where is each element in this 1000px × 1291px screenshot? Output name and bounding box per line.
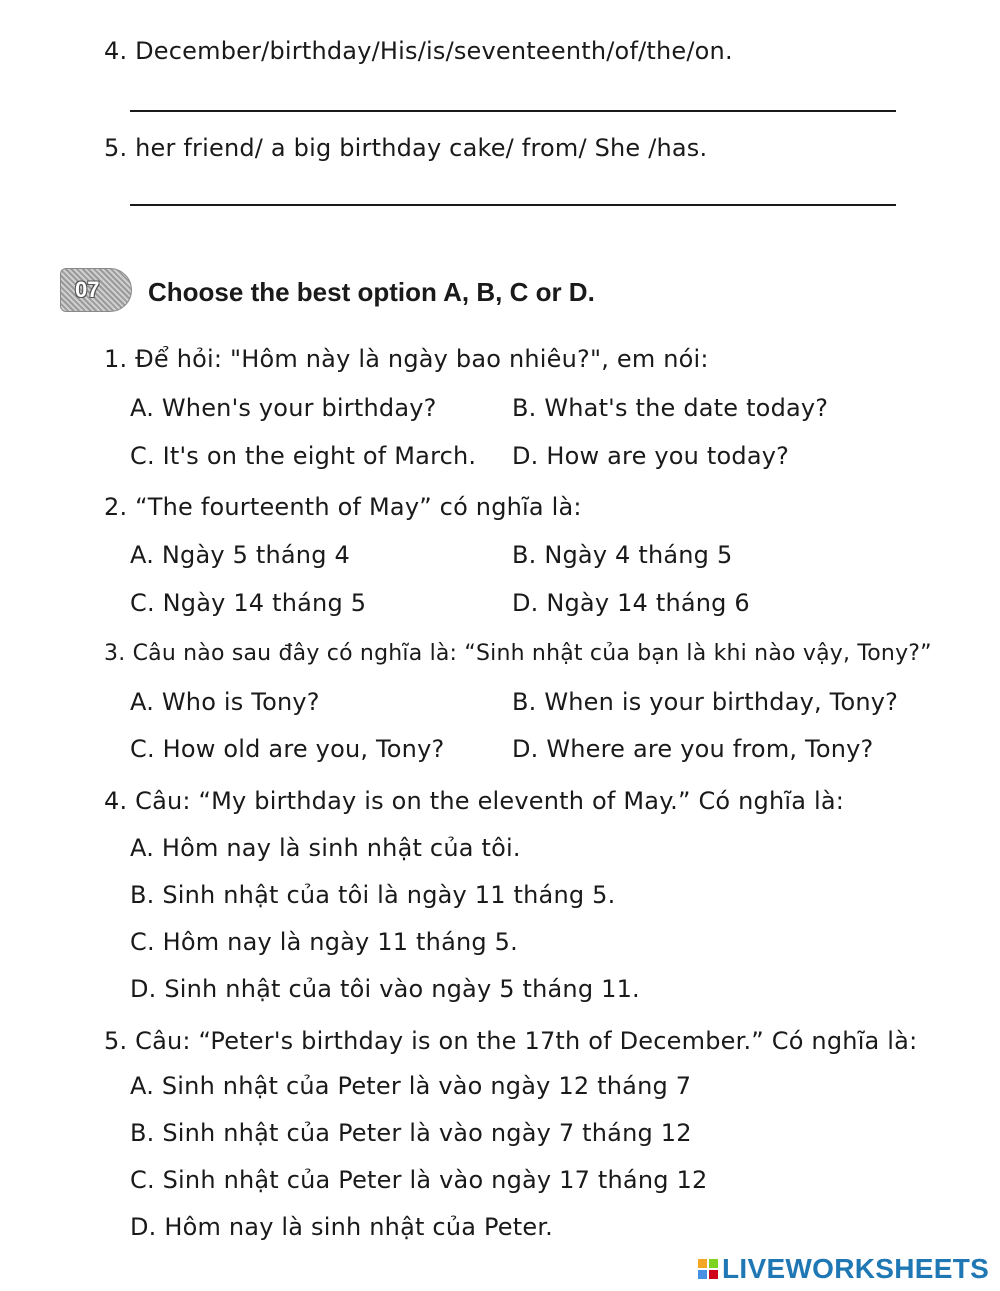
question-5-option-b[interactable]: B. Sinh nhật của Peter là vào ngày 7 tháng 12: [130, 1119, 692, 1147]
answer-line-4[interactable]: [130, 110, 896, 112]
question-3-option-c[interactable]: C. How old are you, Tony?: [130, 735, 445, 763]
question-2-prompt: 2. “The fourteenth of May” có nghĩa là:: [104, 493, 582, 521]
question-2-option-c[interactable]: C. Ngày 14 tháng 5: [130, 589, 367, 617]
question-4-option-a[interactable]: A. Hôm nay là sinh nhật của tôi.: [130, 834, 521, 862]
logo-square-1: [698, 1259, 707, 1268]
section-number-badge: [60, 268, 132, 312]
liveworksheets-logo: [698, 1254, 989, 1284]
question-1-option-a[interactable]: A. When's your birthday?: [130, 394, 437, 422]
question-2-option-d[interactable]: D. Ngày 14 tháng 6: [512, 589, 750, 617]
question-1-prompt: 1. Để hỏi: "Hôm này là ngày bao nhiêu?", em nói:: [104, 345, 709, 373]
question-1-option-b[interactable]: B. What's the date today?: [512, 394, 829, 422]
question-5-option-a[interactable]: A. Sinh nhật của Peter là vào ngày 12 tháng 7: [130, 1072, 692, 1100]
logo-square-3: [698, 1270, 707, 1279]
question-5-prompt: 5. Câu: “Peter's birthday is on the 17th of December.” Có nghĩa là:: [104, 1027, 918, 1055]
answer-line-5[interactable]: [130, 204, 896, 206]
question-4-option-b[interactable]: B. Sinh nhật của tôi là ngày 11 tháng 5.: [130, 881, 616, 909]
question-2-option-a[interactable]: A. Ngày 5 tháng 4: [130, 541, 350, 569]
logo-square-2: [709, 1259, 718, 1268]
question-1-option-d[interactable]: D. How are you today?: [512, 442, 790, 470]
question-3-option-a[interactable]: A. Who is Tony?: [130, 688, 320, 716]
question-1-option-c[interactable]: C. It's on the eight of March.: [130, 442, 477, 470]
question-3-prompt: 3. Câu nào sau đây có nghĩa là: “Sinh nhật của bạn là khi nào vậy, Tony?”: [104, 641, 932, 666]
section-title: Choose the best option A, B, C or D.: [148, 277, 595, 307]
question-5-option-d[interactable]: D. Hôm nay là sinh nhật của Peter.: [130, 1213, 554, 1241]
question-4-option-c[interactable]: C. Hôm nay là ngày 11 tháng 5.: [130, 928, 518, 956]
liveworksheets-logo-icon: [698, 1259, 718, 1279]
logo-square-4: [709, 1270, 718, 1279]
reorder-item-4: 4. December/birthday/His/is/seventeenth/of/the/on.: [104, 37, 733, 65]
question-5-option-c[interactable]: C. Sinh nhật của Peter là vào ngày 17 tháng 12: [130, 1166, 708, 1194]
section-number: 07: [75, 277, 100, 302]
liveworksheets-logo-text: LIVEWORKSHEETS: [722, 1253, 990, 1284]
question-3-option-b[interactable]: B. When is your birthday, Tony?: [512, 688, 899, 716]
reorder-item-5: 5. her friend/ a big birthday cake/ from/ She /has.: [104, 134, 708, 162]
question-4-prompt: 4. Câu: “My birthday is on the eleventh of May.” Có nghĩa là:: [104, 787, 845, 815]
question-4-option-d[interactable]: D. Sinh nhật của tôi vào ngày 5 tháng 11.: [130, 975, 640, 1003]
question-3-option-d[interactable]: D. Where are you from, Tony?: [512, 735, 874, 763]
question-2-option-b[interactable]: B. Ngày 4 tháng 5: [512, 541, 733, 569]
